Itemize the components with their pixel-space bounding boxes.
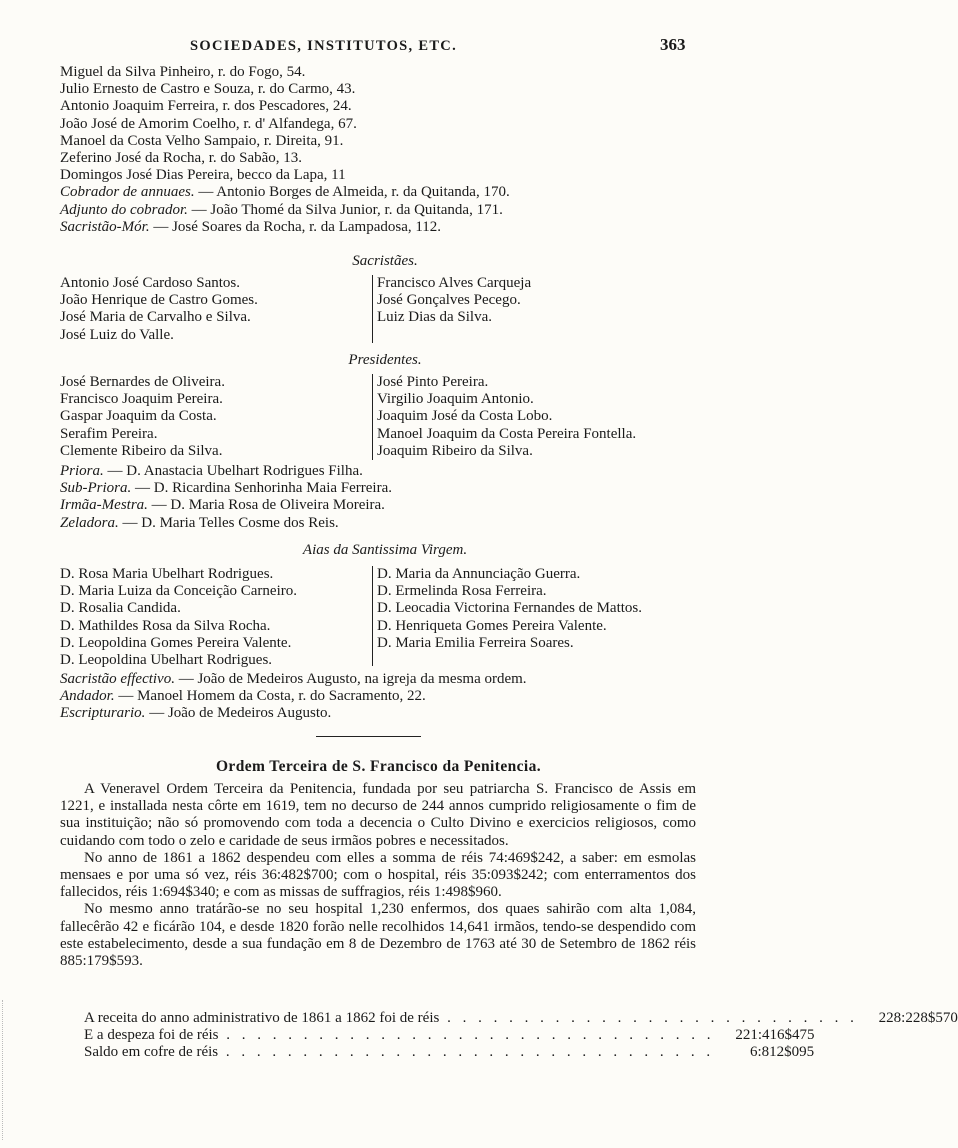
- presidentes-columns: [60, 374, 710, 462]
- finance-row: [84, 1027, 815, 1044]
- sacristaes-columns: [60, 275, 710, 345]
- officer-line: [60, 671, 710, 688]
- page-header: [0, 35, 757, 58]
- running-title: SOCIEDADES, INSTITUTOS, ETC.: [190, 38, 458, 54]
- list-item: D. Leopoldina Gomes Pereira Valente.: [60, 634, 292, 651]
- officer-name: — João de Medeiros Augusto.: [145, 705, 332, 722]
- presidentes-right: [372, 374, 636, 460]
- finance-label: A receita do anno administrativo de 1861 a 1862 foi de réis: [84, 1010, 440, 1026]
- leader-dots: . . . . . . . . . . . . . . . . . . . . . . . . . . .: [439, 1010, 858, 1026]
- list-item: D. Henriqueta Gomes Pereira Valente.: [377, 617, 607, 634]
- list-item: D. Leopoldina Ubelhart Rodrigues.: [60, 651, 273, 668]
- officer-name: — João Thomé da Silva Junior, r. da Quitanda, 171.: [187, 201, 503, 218]
- list-item: Gaspar Joaquim da Costa.: [60, 408, 217, 425]
- finance-value: 6:812$095: [749, 1044, 815, 1061]
- list-item: José Bernardes de Oliveira.: [60, 374, 225, 390]
- officer-name: — Antonio Borges de Almeida, r. da Quitanda, 170.: [194, 184, 510, 201]
- officer-role: Sacristão effectivo.: [60, 671, 175, 687]
- ordem-text: [60, 781, 696, 970]
- member-line: Miguel da Silva Pinheiro, r. do Fogo, 54.: [60, 64, 306, 80]
- closing-officers: [60, 671, 710, 723]
- officer-line: [60, 219, 710, 236]
- member-list: [60, 64, 710, 236]
- officer-line: [60, 497, 710, 514]
- list-item: D. Maria Luiza da Conceição Carneiro.: [60, 583, 297, 600]
- officer-role: Priora.: [60, 463, 104, 479]
- paragraph: No anno de 1861 a 1862 despendeu com elles a somma de réis 74:469$242, a saber: em esmolas mensaes e por uma só vez, réis 36:482$700; com o hospital, réis 35:093$242; com enterramentos dos fallecidos, réis 1:694$340; e com as missas de suffragios, réis 1:498$960.: [60, 849, 696, 901]
- list-item: D. Rosalia Candida.: [60, 600, 181, 617]
- officer-name: — D. Ricardina Senhorinha Maia Ferreira.: [131, 480, 392, 497]
- finance-label: Saldo em cofre de réis: [84, 1044, 219, 1061]
- aias-left: [60, 566, 370, 669]
- list-item: Clemente Ribeiro da Silva.: [60, 442, 223, 459]
- officer-name: — João de Medeiros Augusto, na igreja da mesma ordem.: [174, 671, 527, 687]
- list-item: Manoel Joaquim da Costa Pereira Fontella.: [377, 425, 637, 442]
- list-item: João Henrique de Castro Gomes.: [60, 292, 258, 309]
- officer-name: — José Soares da Rocha, r. da Lampadosa, 112.: [149, 218, 442, 235]
- finance-value: 221:416$475: [735, 1027, 815, 1044]
- officer-line: [60, 463, 710, 480]
- list-item: Luiz Dias da Silva.: [377, 309, 492, 326]
- member-line: Domingos José Dias Pereira, becco da Lapa, 11: [60, 167, 346, 184]
- officer-line: [60, 705, 710, 722]
- officer-role: Zeladora.: [60, 514, 119, 531]
- list-item: José Luiz do Valle.: [60, 326, 174, 343]
- officer-line: [60, 480, 710, 497]
- list-item: Francisco Alves Carqueja: [377, 275, 532, 291]
- finance-label: E a despeza foi de réis: [84, 1027, 219, 1044]
- officer-name: — D. Maria Rosa de Oliveira Moreira.: [147, 497, 385, 514]
- finance-table: [84, 1010, 958, 1062]
- presidentes-left: [60, 374, 370, 460]
- scan-edge-mark: [2, 1000, 11, 1140]
- member-line: João José de Amorim Coelho, r. d' Alfandega, 67.: [60, 115, 357, 132]
- list-item: D. Mathildes Rosa da Silva Rocha.: [60, 617, 271, 634]
- list-item: Virgilio Joaquim Antonio.: [377, 391, 534, 408]
- officer-line: [60, 515, 710, 532]
- list-item: D. Maria Emilia Ferreira Soares.: [377, 634, 574, 651]
- officer-line: [60, 202, 710, 219]
- finance-row: [84, 1010, 958, 1027]
- paragraph: A Veneravel Ordem Terceira da Penitencia, fundada por seu patriarcha S. Francisco de Assis em 1221, e installada nesta côrte em 1619, tem no decurso de 244 annos cumprido religiosamente o fim de sua instituição; não só promovendo com toda a decencia o Culto Divino e exercicios religiosos, como cuidando com todo o zelo e caridade de seus irmãos pobres e necessitados.: [60, 781, 696, 849]
- leader-dots: . . . . . . . . . . . . . . . . . . . . . . . . . . . . . . . .: [218, 1044, 715, 1061]
- list-item: D. Leocadia Victorina Fernandes de Mattos.: [377, 600, 642, 617]
- list-item: Francisco Joaquim Pereira.: [60, 391, 223, 408]
- aias-columns: [60, 566, 710, 671]
- aias-heading: Aias da Santissima Virgem.: [302, 542, 468, 558]
- presidentes-heading: Presidentes.: [348, 352, 422, 368]
- member-line: Zeferino José da Rocha, r. do Sabão, 13.: [60, 149, 303, 166]
- list-item: Joaquim José da Costa Lobo.: [377, 408, 553, 425]
- list-item: Joaquim Ribeiro da Silva.: [377, 442, 533, 459]
- list-item: José Maria de Carvalho e Silva.: [60, 309, 251, 326]
- page-number: 363: [660, 35, 686, 54]
- section-divider: [316, 736, 421, 737]
- list-item: Antonio José Cardoso Santos.: [60, 275, 240, 291]
- officer-name: — Manoel Homem da Costa, r. do Sacramento, 22.: [114, 688, 426, 705]
- finance-value: 228:228$570: [878, 1010, 958, 1026]
- officer-role: Sub-Priora.: [60, 480, 132, 497]
- leader-dots: . . . . . . . . . . . . . . . . . . . . . . . . . . . . . . . .: [218, 1027, 715, 1044]
- officer-line: [60, 688, 710, 705]
- officer-line: [60, 184, 710, 201]
- sacristaes-heading: Sacristães.: [352, 253, 418, 269]
- list-item: D. Rosa Maria Ubelhart Rodrigues.: [60, 566, 274, 582]
- aias-right: [372, 566, 642, 666]
- officer-role: Escripturario.: [60, 705, 146, 722]
- sacristaes-right: [372, 275, 531, 343]
- officer-role: Sacristão-Mór.: [60, 218, 150, 235]
- member-line: Manoel da Costa Velho Sampaio, r. Direita, 91.: [60, 132, 344, 149]
- member-line: Julio Ernesto de Castro e Souza, r. do Carmo, 43.: [60, 81, 356, 98]
- list-item: D. Ermelinda Rosa Ferreira.: [377, 583, 547, 600]
- finance-row: [84, 1044, 815, 1061]
- officer-role: Andador.: [60, 688, 115, 705]
- list-item: D. Maria da Annunciação Guerra.: [377, 566, 581, 582]
- sacristaes-left: [60, 275, 370, 344]
- member-line: Antonio Joaquim Ferreira, r. dos Pescadores, 24.: [60, 98, 352, 115]
- section-title: Ordem Terceira de S. Francisco da Penitencia.: [215, 758, 542, 775]
- list-item: Serafim Pereira.: [60, 425, 158, 442]
- officer-name: — D. Maria Telles Cosme dos Reis.: [118, 514, 339, 531]
- officer-name: — D. Anastacia Ubelhart Rodrigues Filha.: [103, 463, 363, 479]
- list-item: José Pinto Pereira.: [377, 374, 489, 390]
- officer-role: Irmãa-Mestra.: [60, 497, 148, 514]
- officer-role: Adjunto do cobrador.: [60, 201, 188, 218]
- officer-role: Cobrador de annuaes.: [60, 184, 195, 201]
- list-item: José Gonçalves Pecego.: [377, 292, 521, 309]
- priora-officers: [60, 463, 710, 532]
- paragraph: No mesmo anno tratárão-se no seu hospital 1,230 enfermos, dos quaes sahirão com alta 1,084, fallecêrão 42 e ficárão 104, e desde 1820 forão nelle recolhidos 14,641 irmãos, tendo-se despendido com este estabelecimento, desde a sua fundação em 8 de Dezembro de 1763 até 30 de Setembro de 1862 réis 885:179$593.: [60, 901, 696, 970]
